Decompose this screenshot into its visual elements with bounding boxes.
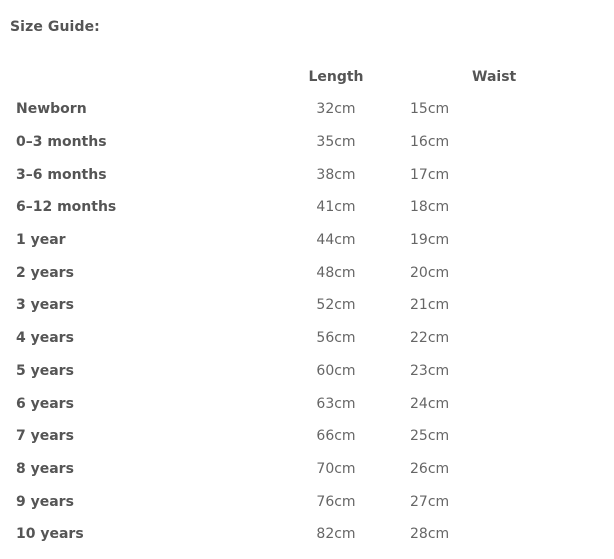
size-guide-title: Size Guide: [10,19,100,35]
waist-value: 21cm [410,297,450,314]
size-label: 6 years [16,395,74,412]
size-label: 3–6 months [16,166,107,183]
size-label: 8 years [16,460,74,477]
column-header-waist: Waist [472,68,517,85]
waist-value: 23cm [410,362,450,379]
size-label: Newborn [16,101,87,118]
column-header-size [16,60,262,93]
size-label: 3 years [16,297,74,314]
length-value: 44cm [316,232,356,249]
table-row [16,322,606,355]
size-label: 5 years [16,362,74,379]
length-value: 35cm [316,134,356,151]
size-label: 6–12 months [16,199,117,216]
length-value: 41cm [316,199,356,216]
waist-value: 27cm [410,493,450,510]
table-row [16,224,606,257]
table-row [16,453,606,486]
waist-value: 26cm [410,460,450,477]
waist-value: 28cm [410,526,450,543]
length-value: 82cm [316,526,356,543]
size-label: 1 year [16,232,66,249]
length-value: 66cm [316,428,356,445]
waist-value: 18cm [410,199,450,216]
table-row [16,93,606,126]
size-label: 2 years [16,264,74,281]
length-value: 76cm [316,493,356,510]
column-header-length: Length [308,68,364,85]
waist-value: 24cm [410,395,450,412]
table-row [16,355,606,388]
table-row [16,191,606,224]
waist-value: 17cm [410,166,450,183]
waist-value: 15cm [410,101,450,118]
size-guide-table [16,60,606,551]
table-row [16,126,606,159]
length-value: 56cm [316,330,356,347]
length-value: 70cm [316,460,356,477]
table-row [16,387,606,420]
length-value: 60cm [316,362,356,379]
size-label: 9 years [16,493,74,510]
length-value: 52cm [316,297,356,314]
waist-value: 19cm [410,232,450,249]
waist-value: 25cm [410,428,450,445]
table-row [16,256,606,289]
table-header-row [16,60,606,93]
table-row [16,518,606,551]
size-label: 4 years [16,330,74,347]
waist-value: 16cm [410,134,450,151]
table-row [16,420,606,453]
table-row [16,289,606,322]
length-value: 38cm [316,166,356,183]
size-label: 7 years [16,428,74,445]
size-label: 10 years [16,526,84,543]
table-row [16,485,606,518]
length-value: 32cm [316,101,356,118]
length-value: 48cm [316,264,356,281]
length-value: 63cm [316,395,356,412]
table-row [16,158,606,191]
size-label: 0–3 months [16,134,107,151]
waist-value: 22cm [410,330,450,347]
waist-value: 20cm [410,264,450,281]
